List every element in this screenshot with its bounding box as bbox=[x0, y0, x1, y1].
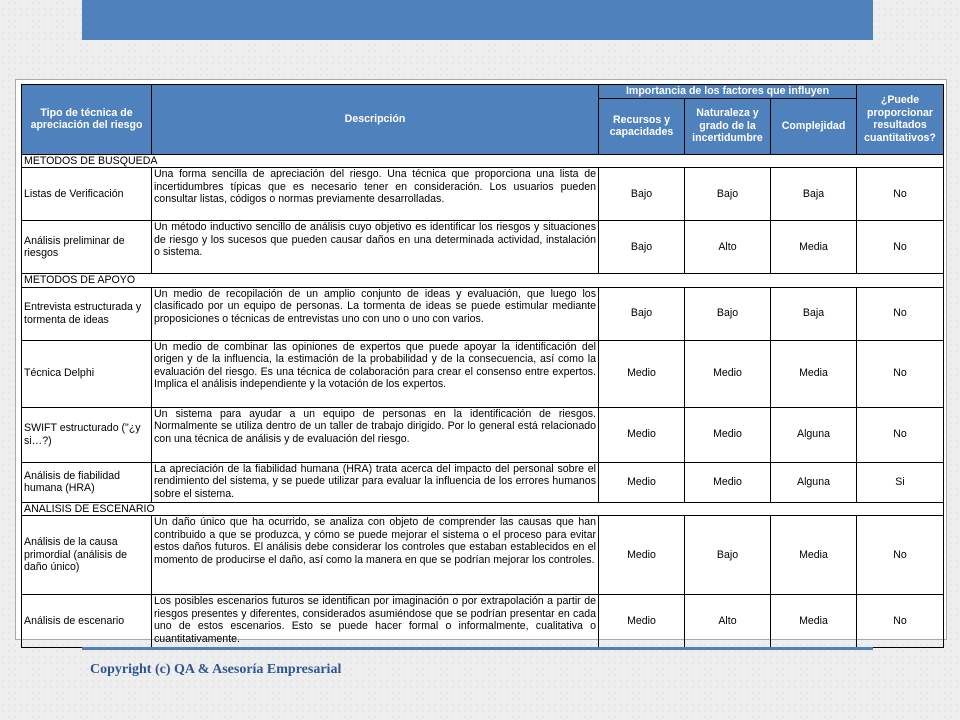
technique-cell: Análisis de la causa primordial (análisis de daño único) bbox=[22, 516, 152, 595]
technique-cell: Entrevista estructurada y tormenta de ideas bbox=[22, 287, 152, 340]
complexity-cell: Media bbox=[771, 516, 857, 595]
header-resources: Recursos y capacidades bbox=[599, 98, 685, 154]
nature-cell: Bajo bbox=[685, 168, 771, 221]
top-banner-bar bbox=[82, 0, 873, 40]
quantitative-cell: No bbox=[857, 407, 944, 462]
complexity-cell: Baja bbox=[771, 287, 857, 340]
header-quantitative: ¿Puede proporcionar resultados cuantitativos? bbox=[857, 85, 944, 155]
table-row bbox=[22, 168, 944, 221]
nature-cell: Bajo bbox=[685, 287, 771, 340]
technique-cell: Análisis de escenario bbox=[22, 595, 152, 648]
description-cell: La apreciación de la fiabilidad humana (HRA) trata acerca del impacto del personal sobre el rendimiento del sistema, y se puede utilizar para evaluar la influencia de los errores humanos sobre el sistema. bbox=[152, 462, 599, 502]
technique-cell: Técnica Delphi bbox=[22, 340, 152, 407]
description-cell: Un medio de recopilación de un amplio conjunto de ideas y evaluación, que luego los clasificado por un equipo de personas. La tormenta de ideas se puede estimular mediante proposiciones o técnicas de entrevistas uno con uno o uno con varios. bbox=[152, 287, 599, 340]
section-title-support-methods: METODOS DE APOYO bbox=[22, 274, 944, 288]
header-complexity: Complejidad bbox=[771, 98, 857, 154]
risk-techniques-table bbox=[21, 84, 944, 648]
table-row bbox=[22, 462, 944, 502]
description-cell: Un medio de combinar las opiniones de expertos que puede apoyar la identificación del origen y de la influencia, la estimación de la probabilidad y de la consecuencia, así como la evaluación del riesgo. Es una técnica de colaboración para crear el consenso entre expertos. Implica el análisis independiente y la votación de los expertos. bbox=[152, 340, 599, 407]
quantitative-cell: No bbox=[857, 168, 944, 221]
resources-cell: Bajo bbox=[599, 168, 685, 221]
technique-cell: Listas de Verificación bbox=[22, 168, 152, 221]
header-description: Descripción bbox=[152, 85, 599, 155]
technique-cell: SWIFT estructurado ("¿y si…?) bbox=[22, 407, 152, 462]
quantitative-cell: No bbox=[857, 221, 944, 274]
nature-cell: Medio bbox=[685, 407, 771, 462]
table-row bbox=[22, 407, 944, 462]
table-row bbox=[22, 221, 944, 274]
resources-cell: Medio bbox=[599, 340, 685, 407]
nature-cell: Alto bbox=[685, 221, 771, 274]
table-row bbox=[22, 595, 944, 648]
table-row bbox=[22, 516, 944, 595]
description-cell: Los posibles escenarios futuros se identifican por imaginación o por extrapolación a partir de riesgos presentes y diferentes, considerados asumiéndose que se podrían presentar en cada uno de estos escenarios. Esto se puede hacer formal o informalmente, cualitativa o cuantitativamente. bbox=[152, 595, 599, 648]
complexity-cell: Media bbox=[771, 595, 857, 648]
table-row bbox=[22, 287, 944, 340]
quantitative-cell: No bbox=[857, 340, 944, 407]
technique-cell: Análisis de fiabilidad humana (HRA) bbox=[22, 462, 152, 502]
resources-cell: Medio bbox=[599, 407, 685, 462]
nature-cell: Alto bbox=[685, 595, 771, 648]
description-cell: Una forma sencilla de apreciación del riesgo. Una técnica que proporciona una lista de incertidumbres típicas que es necesario tener en consideración. Los usuarios pueden consultar listas, códigos o normas previamente desarrolladas. bbox=[152, 168, 599, 221]
resources-cell: Bajo bbox=[599, 287, 685, 340]
nature-cell: Bajo bbox=[685, 516, 771, 595]
resources-cell: Medio bbox=[599, 462, 685, 502]
resources-cell: Bajo bbox=[599, 221, 685, 274]
section-title-scenario-analysis: ANALISIS DE ESCENARIO bbox=[22, 502, 944, 516]
risk-techniques-table-frame bbox=[15, 79, 947, 645]
header-factors-group: Importancia de los factores que influyen bbox=[599, 85, 857, 99]
description-cell: Un método inductivo sencillo de análisis cuyo objetivo es identificar los riesgos y situaciones de riesgo y los sucesos que pueden causar daños en una determinada actividad, instalación o sistema. bbox=[152, 221, 599, 274]
resources-cell: Medio bbox=[599, 516, 685, 595]
resources-cell: Medio bbox=[599, 595, 685, 648]
technique-cell: Análisis preliminar de riesgos bbox=[22, 221, 152, 274]
header-nature: Naturaleza y grado de la incertidumbre bbox=[685, 98, 771, 154]
quantitative-cell: No bbox=[857, 595, 944, 648]
complexity-cell: Media bbox=[771, 340, 857, 407]
complexity-cell: Baja bbox=[771, 168, 857, 221]
complexity-cell: Alguna bbox=[771, 407, 857, 462]
description-cell: Un sistema para ayudar a un equipo de personas en la identificación de riesgos. Normalmente se utiliza dentro de un taller de trabajo dirigido. Por lo general está relacionado con una técnica de análisis y de evaluación del riesgo. bbox=[152, 407, 599, 462]
quantitative-cell: No bbox=[857, 516, 944, 595]
nature-cell: Medio bbox=[685, 462, 771, 502]
footer-divider bbox=[82, 647, 873, 650]
header-technique: Tipo de técnica de apreciación del riesgo bbox=[22, 85, 152, 155]
quantitative-cell: No bbox=[857, 287, 944, 340]
copyright-text: Copyright (c) QA & Asesoría Empresarial bbox=[90, 662, 342, 677]
complexity-cell: Media bbox=[771, 221, 857, 274]
section-title-search-methods: METODOS DE BUSQUEDA bbox=[22, 154, 944, 168]
complexity-cell: Alguna bbox=[771, 462, 857, 502]
description-cell: Un daño único que ha ocurrido, se analiza con objeto de comprender las causas que han contribuido a que se produzca, y cómo se puede mejorar el sistema o el proceso para evitar estos daños futuros. El análisis debe considerar los controles que estaban establecidos en el momento de producirse el daño, así como la manera en que se podrían mejorar los controles. bbox=[152, 516, 599, 595]
table-row bbox=[22, 340, 944, 407]
quantitative-cell: Si bbox=[857, 462, 944, 502]
nature-cell: Medio bbox=[685, 340, 771, 407]
